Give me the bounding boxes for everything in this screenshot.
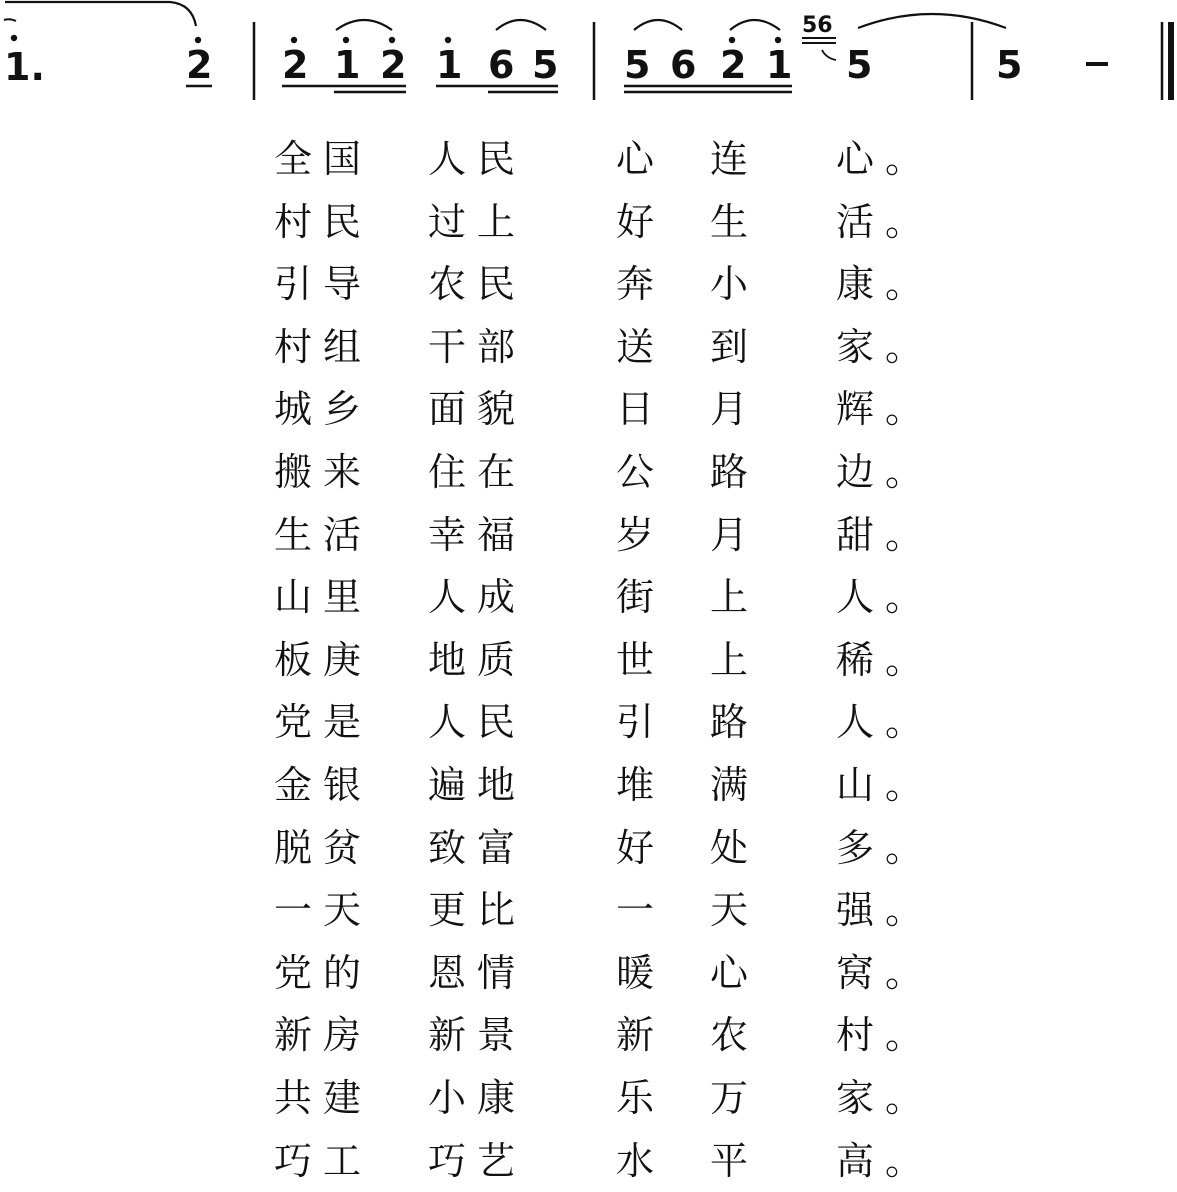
lyric-syllable: 山。 <box>836 763 935 807</box>
lyric-syllable: 边。 <box>836 450 935 494</box>
lyric-syllable: 人成 <box>428 575 527 620</box>
lyric-syllable: 党的 <box>274 950 373 995</box>
lyric-line <box>0 504 1177 566</box>
lyric-syllable: 板庚 <box>274 637 373 682</box>
lyric-line <box>0 942 1177 1004</box>
lyric-syllable: 城乡 <box>274 387 373 432</box>
lyric-syllable: 公 <box>616 450 655 494</box>
note-1: 1 <box>766 43 793 87</box>
lyric-syllable: 农民 <box>428 262 527 307</box>
lyric-line <box>0 754 1177 816</box>
lyric-syllable: 引导 <box>274 262 373 307</box>
lyric-syllable: 世 <box>616 637 655 682</box>
lyric-syllable: 满 <box>710 763 749 807</box>
lyric-line <box>0 1004 1177 1066</box>
lyric-syllable: 山里 <box>274 575 373 620</box>
lyric-syllable: 高。 <box>836 1138 935 1183</box>
lyric-syllable: 家。 <box>836 1076 935 1120</box>
lyric-syllable: 全国 <box>274 137 373 181</box>
lyric-syllable: 平 <box>710 1138 749 1183</box>
lyric-syllable: 天 <box>710 888 749 933</box>
lyric-line <box>0 441 1177 503</box>
lyric-syllable: 乐 <box>616 1076 655 1120</box>
lyric-syllable: 一天 <box>274 888 373 933</box>
lyric-syllable: 月 <box>710 512 749 557</box>
lyric-syllable: 新 <box>616 1013 655 1058</box>
lyric-syllable: 月 <box>710 387 749 432</box>
lyric-syllable: 村。 <box>836 1013 935 1058</box>
lyric-syllable: 家。 <box>836 324 935 369</box>
lyric-syllable: 干部 <box>428 324 527 369</box>
lyric-line <box>0 378 1177 440</box>
lyric-syllable: 幸福 <box>428 512 527 557</box>
lyric-syllable: 小 <box>710 262 749 307</box>
note-2: 2 <box>720 43 747 87</box>
lyric-syllable: 好 <box>616 199 655 244</box>
lyric-syllable: 村民 <box>274 199 373 244</box>
lyric-syllable: 党是 <box>274 700 373 745</box>
lyric-syllable: 脱贫 <box>274 825 373 870</box>
lyric-syllable: 康。 <box>836 262 935 307</box>
note-5: 5 <box>996 43 1023 87</box>
lyric-syllable: 上 <box>710 575 749 620</box>
lyric-line <box>0 691 1177 753</box>
lyric-syllable: 巧艺 <box>428 1138 527 1183</box>
lyric-syllable: 强。 <box>836 888 935 933</box>
note-1: 1 <box>436 43 463 87</box>
lyric-syllable: 共建 <box>274 1076 373 1120</box>
lyric-line <box>0 191 1177 253</box>
lyric-syllable: 万 <box>710 1076 749 1120</box>
lyric-syllable: 岁 <box>616 512 655 557</box>
lyric-syllable: 更比 <box>428 888 527 933</box>
lyric-syllable: 小康 <box>428 1076 527 1120</box>
lyric-syllable: 活。 <box>836 199 935 244</box>
note-6: 6 <box>670 43 697 87</box>
note-6: 6 <box>488 43 515 87</box>
note-1: 1 <box>334 43 361 87</box>
lyric-syllable: 稀。 <box>836 637 935 682</box>
lyric-syllable: 奔 <box>616 262 655 307</box>
lyric-syllable: 农 <box>710 1013 749 1058</box>
lyric-syllable: 新房 <box>274 1013 373 1058</box>
lyric-syllable: 生 <box>710 199 749 244</box>
lyric-syllable: 日 <box>616 387 655 432</box>
lyric-syllable: 遍地 <box>428 763 527 807</box>
lyric-syllable: 巧工 <box>274 1138 373 1183</box>
lyric-syllable: 恩情 <box>428 950 527 995</box>
note-5: 5 <box>624 43 651 87</box>
lyric-syllable: 处 <box>710 825 749 870</box>
lyric-syllable: 上 <box>710 637 749 682</box>
lyric-syllable: 甜。 <box>836 512 935 557</box>
lyric-syllable: 窝。 <box>836 950 935 995</box>
lyric-syllable: 连 <box>710 137 749 181</box>
lyric-syllable: 暖 <box>616 950 655 995</box>
lyric-syllable: 引 <box>616 700 655 745</box>
lyric-syllable: 致富 <box>428 825 527 870</box>
lyric-syllable: 多。 <box>836 825 935 870</box>
lyric-line <box>0 253 1177 315</box>
lyric-syllable: 过上 <box>428 199 527 244</box>
lyric-syllable: 心 <box>710 950 749 995</box>
grace-notes: 56 <box>802 13 833 38</box>
note-5: 5 <box>532 43 559 87</box>
lyric-syllable: 住在 <box>428 450 527 494</box>
lyric-line <box>0 566 1177 628</box>
lyric-line <box>0 1130 1177 1192</box>
lyric-syllable: 堆 <box>616 763 655 807</box>
lyric-syllable: 人。 <box>836 700 935 745</box>
lyric-syllable: 面貌 <box>428 387 527 432</box>
lyric-syllable: 一 <box>616 888 655 933</box>
lyric-syllable: 生活 <box>274 512 373 557</box>
lyric-syllable: 路 <box>710 700 749 745</box>
lyric-syllable: 金银 <box>274 763 373 807</box>
lyric-line <box>0 316 1177 378</box>
note-2: 2 <box>380 43 407 87</box>
lyric-line <box>0 128 1177 190</box>
note-2: 2 <box>282 43 309 87</box>
lyric-syllable: 村组 <box>274 324 373 369</box>
note-1-dotted: 1. <box>4 45 45 89</box>
lyric-syllable: 街 <box>616 575 655 620</box>
note-5: 5 <box>846 43 873 87</box>
lyric-syllable: 新景 <box>428 1013 527 1058</box>
lyric-syllable: 路 <box>710 450 749 494</box>
lyric-syllable: 辉。 <box>836 387 935 432</box>
lyric-syllable: 心。 <box>836 137 935 181</box>
lyric-syllable: 好 <box>616 825 655 870</box>
lyric-line <box>0 879 1177 941</box>
lyric-syllable: 到 <box>710 324 749 369</box>
lyric-syllable: 人。 <box>836 575 935 620</box>
lyric-line <box>0 817 1177 879</box>
lyric-syllable: 水 <box>616 1138 655 1183</box>
note-2: 2 <box>186 43 213 87</box>
lyric-syllable: 人民 <box>428 700 527 745</box>
lyric-syllable: 搬来 <box>274 450 373 494</box>
lyric-syllable: 人民 <box>428 137 527 181</box>
lyric-syllable: 心 <box>616 137 655 181</box>
lyric-line <box>0 629 1177 691</box>
lyric-line <box>0 1067 1177 1129</box>
lyric-syllable: 送 <box>616 324 655 369</box>
lyric-syllable: 地质 <box>428 637 527 682</box>
